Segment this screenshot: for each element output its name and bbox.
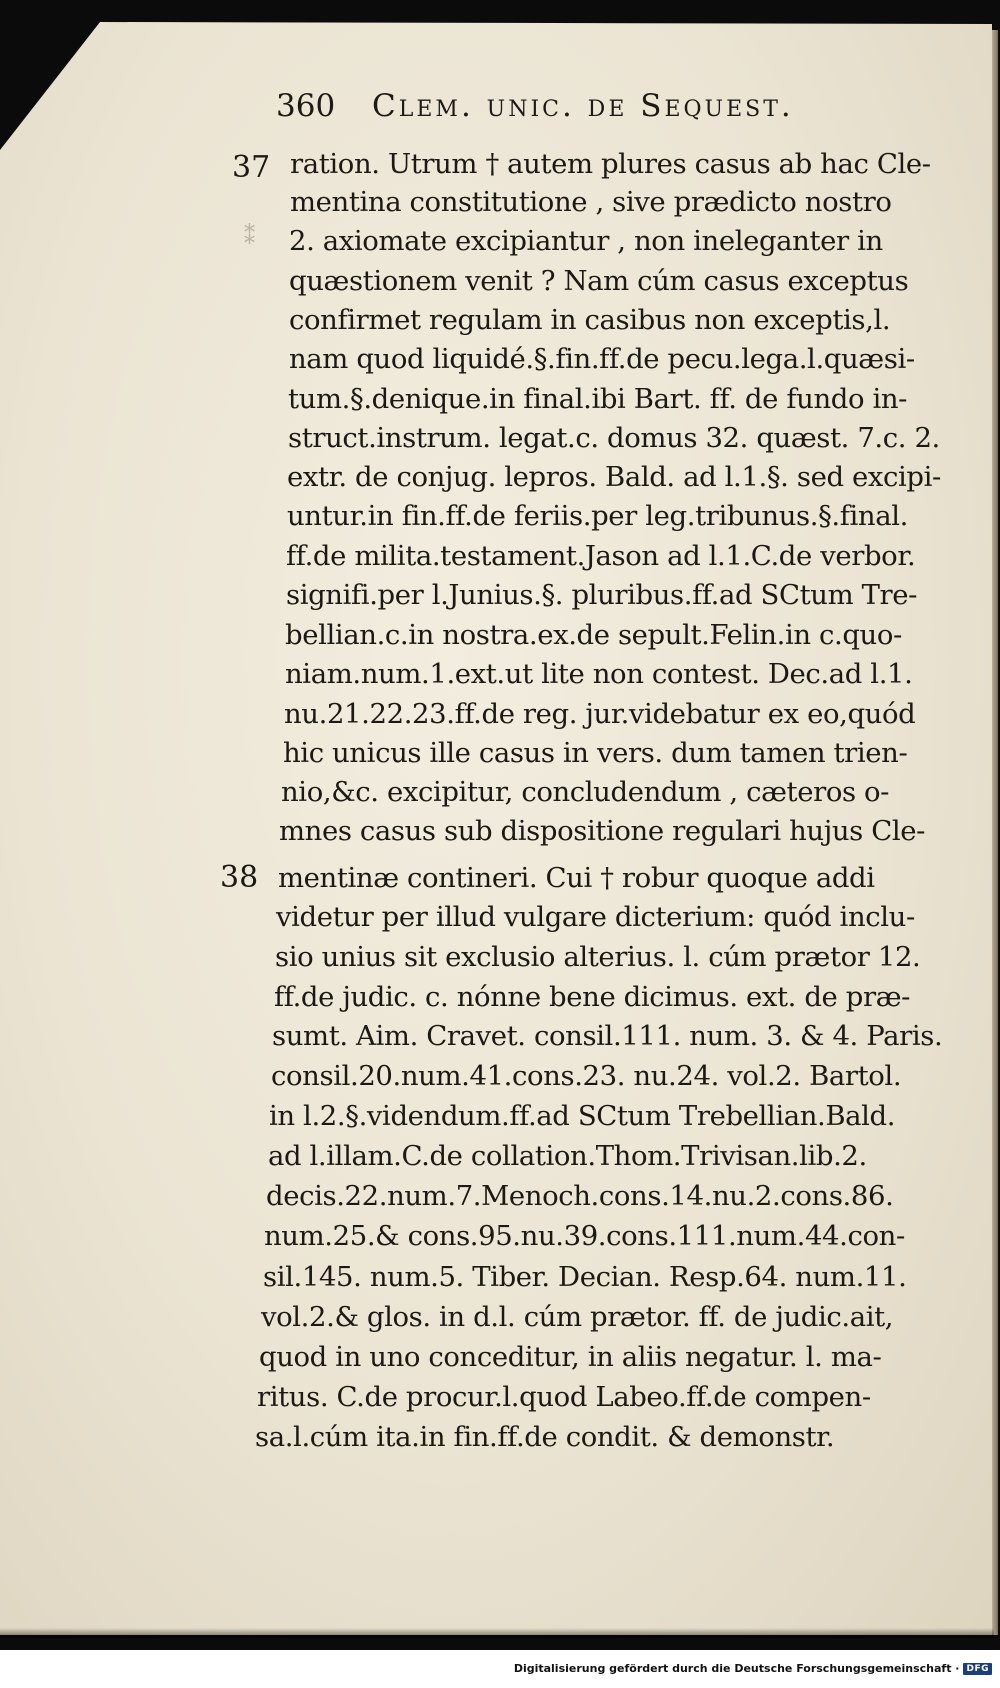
text-line: sil.145. num.5. Tiber. Decian. Resp.64. num.11. [263, 1261, 907, 1293]
margin-number: 37 [232, 150, 271, 185]
text-line: nu.21.22.23.ff.de reg. jur.videbatur ex eo,quód [284, 698, 916, 730]
text-line: untur.in fin.ff.de feriis.per leg.tribunus.§.final. [287, 500, 908, 532]
text-line: mentinæ contineri. Cui † robur quoque addi [278, 862, 875, 894]
page-number: 360 [276, 88, 336, 124]
page-header [276, 88, 794, 124]
text-line: sa.l.cúm ita.in fin.ff.de condit. & demonstr. [255, 1421, 835, 1453]
text-line: decis.22.num.7.Menoch.cons.14.nu.2.cons.86. [266, 1180, 894, 1212]
text-line: hic unicus ille casus in vers. dum tamen trien- [283, 737, 908, 769]
text-line: videtur per illud vulgare dicterium: quód inclu- [276, 901, 915, 933]
text-line: ff.de judic. c. nónne bene dicimus. ext. de præ- [274, 981, 911, 1013]
text-line: ritus. C.de procur.l.quod Labeo.ff.de compen- [257, 1381, 871, 1413]
text-line: mentina constitutione , sive prædicto nostro [290, 186, 892, 218]
text-line: sumt. Aim. Cravet. consil.111. num. 3. & 4. Paris. [272, 1020, 943, 1052]
text-line: niam.num.1.ext.ut lite non contest. Dec.ad l.1. [285, 658, 913, 690]
text-line: sio unius sit exclusio alterius. l. cúm prætor 12. [275, 941, 921, 973]
text-line: consil.20.num.41.cons.23. nu.24. vol.2. Bartol. [271, 1060, 902, 1092]
text-line: quod in uno conceditur, in aliis negatur. l. ma- [259, 1341, 882, 1373]
credit-text: Digitalisierung gefördert durch die Deutsche Forschungsgemeinschaft · [513, 1662, 960, 1675]
text-line: extr. de conjug. lepros. Bald. ad l.1.§. sed excipi- [287, 461, 941, 493]
digitization-credit [514, 1662, 992, 1675]
text-line: ff.de milita.testament.Jason ad l.1.C.de verbor. [286, 540, 916, 572]
text-line: bellian.c.in nostra.ex.de sepult.Felin.in c.quo- [285, 619, 902, 651]
ink-stain-mark: ⁑ [244, 225, 255, 250]
text-line: tum.§.denique.in final.ibi Bart. ff. de fundo in- [288, 383, 908, 415]
text-line: 2. axiomate excipiantur , non ineleganter in [289, 225, 883, 257]
text-line: signifi.per l.Junius.§. pluribus.ff.ad SCtum Tre- [286, 579, 918, 611]
text-line: nio,&c. excipitur, concludendum , cæteros o- [281, 776, 890, 808]
text-line: in l.2.§.videndum.ff.ad SCtum Trebellian.Bald. [269, 1100, 896, 1132]
dfg-logo: DFG [963, 1663, 992, 1675]
text-line: ration. Utrum † autem plures casus ab hac Cle- [290, 148, 931, 180]
text-line: mnes casus sub dispositione regulari hujus Cle- [279, 815, 925, 847]
text-line: nam quod liquidé.§.fin.ff.de pecu.lega.l.quæsi- [289, 343, 915, 375]
text-line: vol.2.& glos. in d.l. cúm prætor. ff. de judic.ait, [261, 1301, 894, 1333]
text-line: ad l.illam.C.de collation.Thom.Trivisan.lib.2. [268, 1140, 867, 1172]
text-line: confirmet regulam in casibus non exceptis,l. [289, 304, 891, 336]
page-edge [992, 30, 998, 1635]
text-line: quæstionem venit ? Nam cúm casus exceptus [289, 265, 909, 297]
text-line: struct.instrum. legat.c. domus 32. quæst. 7.c. 2. [288, 422, 940, 454]
running-head: Clem. unic. de Sequest. [372, 88, 794, 124]
page-bottom-shadow [0, 1628, 994, 1638]
margin-number: 38 [220, 860, 259, 895]
text-line: num.25.& cons.95.nu.39.cons.111.num.44.con- [264, 1220, 905, 1252]
